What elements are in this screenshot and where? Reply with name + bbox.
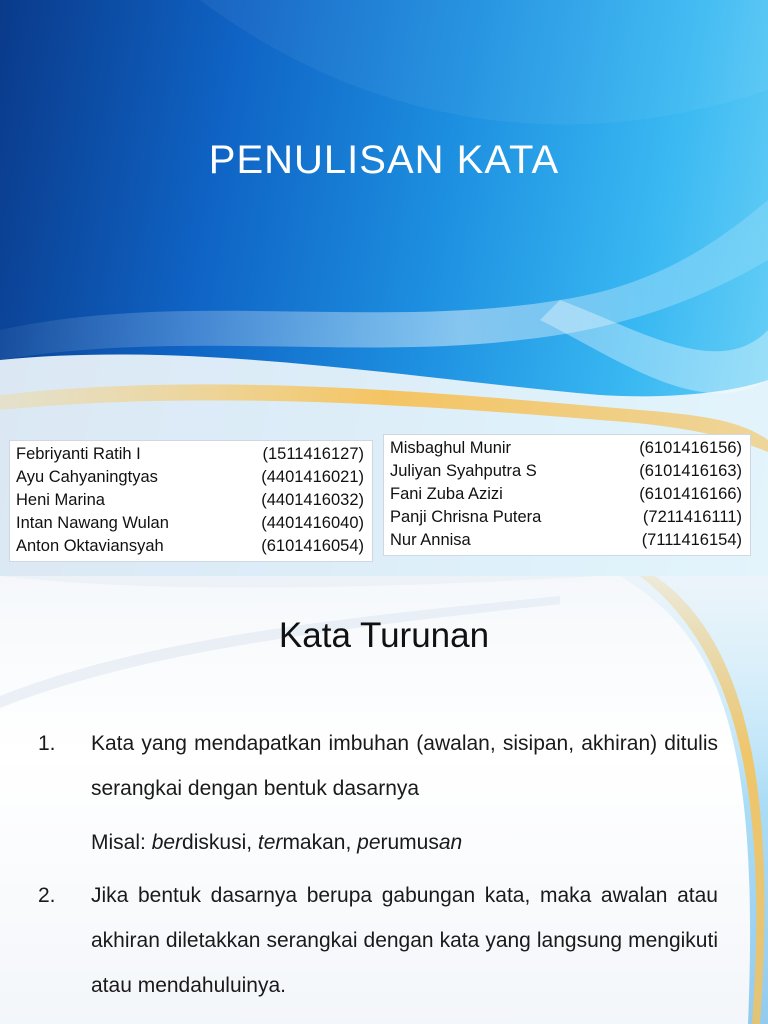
- example-affix: pe: [357, 831, 381, 854]
- member-nim: (1511416127): [262, 445, 364, 463]
- member-name: Panji Chrisna Putera: [390, 508, 542, 526]
- member-row: [16, 466, 364, 489]
- member-name: Fani Zuba Azizi: [390, 485, 503, 503]
- member-nim: (4401416021): [261, 468, 364, 486]
- list-item-text: Jika bentuk dasarnya berupa gabungan kata, maka awalan atau akhiran diletakkan serangkai dengan kata yang langsung mengikuti atau mendahuluinya.: [91, 884, 718, 997]
- member-row: [390, 437, 742, 460]
- example-separator: ,: [246, 831, 258, 854]
- example-base: rumus: [380, 831, 439, 854]
- list-item: [38, 873, 718, 1008]
- member-list-left: [9, 440, 373, 562]
- member-nim: (6101416054): [261, 537, 364, 555]
- example-base: makan: [282, 831, 346, 854]
- member-row: [390, 460, 742, 483]
- member-nim: (4401416040): [261, 514, 364, 532]
- list-number: 2.: [38, 884, 56, 907]
- member-name: Juliyan Syahputra S: [390, 462, 537, 480]
- member-name: Misbaghul Munir: [390, 439, 512, 457]
- member-name: Anton Oktaviansyah: [16, 537, 164, 555]
- member-row: [390, 506, 742, 529]
- member-row: [16, 535, 364, 558]
- member-name: Febriyanti Ratih I: [16, 445, 141, 463]
- slide-title: PENULISAN KATA: [208, 138, 560, 182]
- member-row: [16, 443, 364, 466]
- member-nim: (6101416166): [639, 485, 742, 503]
- example-line: [91, 823, 462, 863]
- member-nim: (6101416156): [639, 439, 742, 457]
- member-nim: (7211416111): [642, 508, 742, 526]
- member-name: Nur Annisa: [390, 531, 471, 549]
- member-row: [16, 512, 364, 535]
- example-affix: ter: [257, 831, 283, 854]
- example-affix: ber: [151, 831, 183, 854]
- list-number: 1.: [38, 732, 56, 755]
- member-row: [16, 489, 364, 512]
- member-nim: (7111416154): [641, 531, 742, 549]
- example-affix: an: [438, 831, 463, 854]
- member-nim: (6101416163): [639, 462, 742, 480]
- content-slide: [0, 576, 768, 1024]
- example-label: Misal:: [91, 831, 152, 854]
- example-separator: ,: [345, 831, 358, 854]
- member-name: Heni Marina: [16, 491, 105, 509]
- list-item-text: Kata yang mendapatkan imbuhan (awalan, sisipan, akhiran) ditulis serangkai dengan bentuk dasarnya: [91, 732, 718, 800]
- member-row: [390, 529, 742, 552]
- slide-title: Kata Turunan: [278, 616, 490, 655]
- member-row: [390, 483, 742, 506]
- list-item: [38, 721, 718, 811]
- member-nim: (4401416032): [261, 491, 364, 509]
- member-name: Ayu Cahyaningtyas: [16, 468, 158, 486]
- member-list-right: [383, 434, 751, 556]
- example-base: diskusi: [182, 831, 247, 854]
- member-name: Intan Nawang Wulan: [16, 514, 169, 532]
